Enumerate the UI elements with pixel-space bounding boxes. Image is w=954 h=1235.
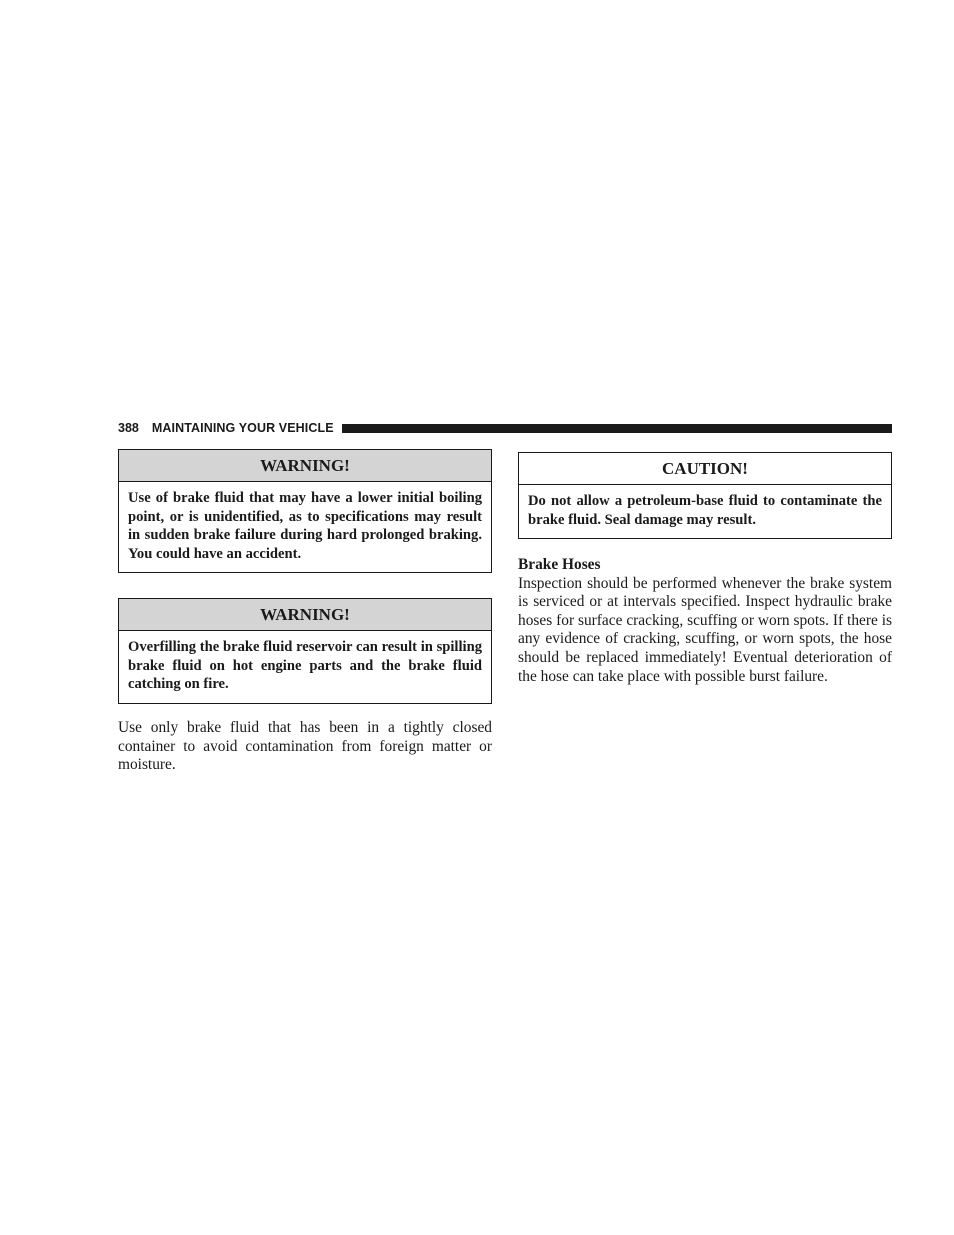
left-column [118,449,492,775]
caution-text: Do not allow a petroleum-base fluid to contaminate the brake fluid. Seal damage may result. [528,493,882,528]
warning-box-overfilling [118,598,492,704]
warning-box-brake-fluid-boiling [118,449,492,573]
brake-hoses-heading: Brake Hoses [518,556,601,573]
page-header [118,419,892,437]
warning-text: Overfilling the brake fluid reservoir can result in spilling brake fluid on hot engine parts and the brake fluid catching on fire. [128,639,482,693]
right-column [518,452,892,686]
caution-box-petroleum-fluid [518,452,892,539]
header-rule [342,424,892,433]
brake-fluid-container-paragraph: Use only brake fluid that has been in a tightly closed container to avoid contamination from foreign matter or moisture. [118,719,492,774]
warning-text: Use of brake fluid that may have a lower initial boiling point, or is unidentified, as to specifications may result in sudden brake failure during hard prolonged braking. You could have an accident. [128,490,482,562]
warning-title: WARNING! [119,450,491,482]
caution-title: CAUTION! [519,453,891,485]
brake-hoses-paragraph: Inspection should be performed whenever the brake system is serviced or at intervals specified. Inspect hydraulic brake hoses for surface cracking, scuffing or worn spots. If there is any evidence of cracking, scuffing, or worn spots, the hose should be replaced immediately! Eventual deterioration of the hose can take place with possible burst failure. [518,574,892,685]
page-number: 388 [118,421,139,435]
warning-title: WARNING! [119,599,491,631]
section-title: MAINTAINING YOUR VEHICLE [151,421,334,435]
